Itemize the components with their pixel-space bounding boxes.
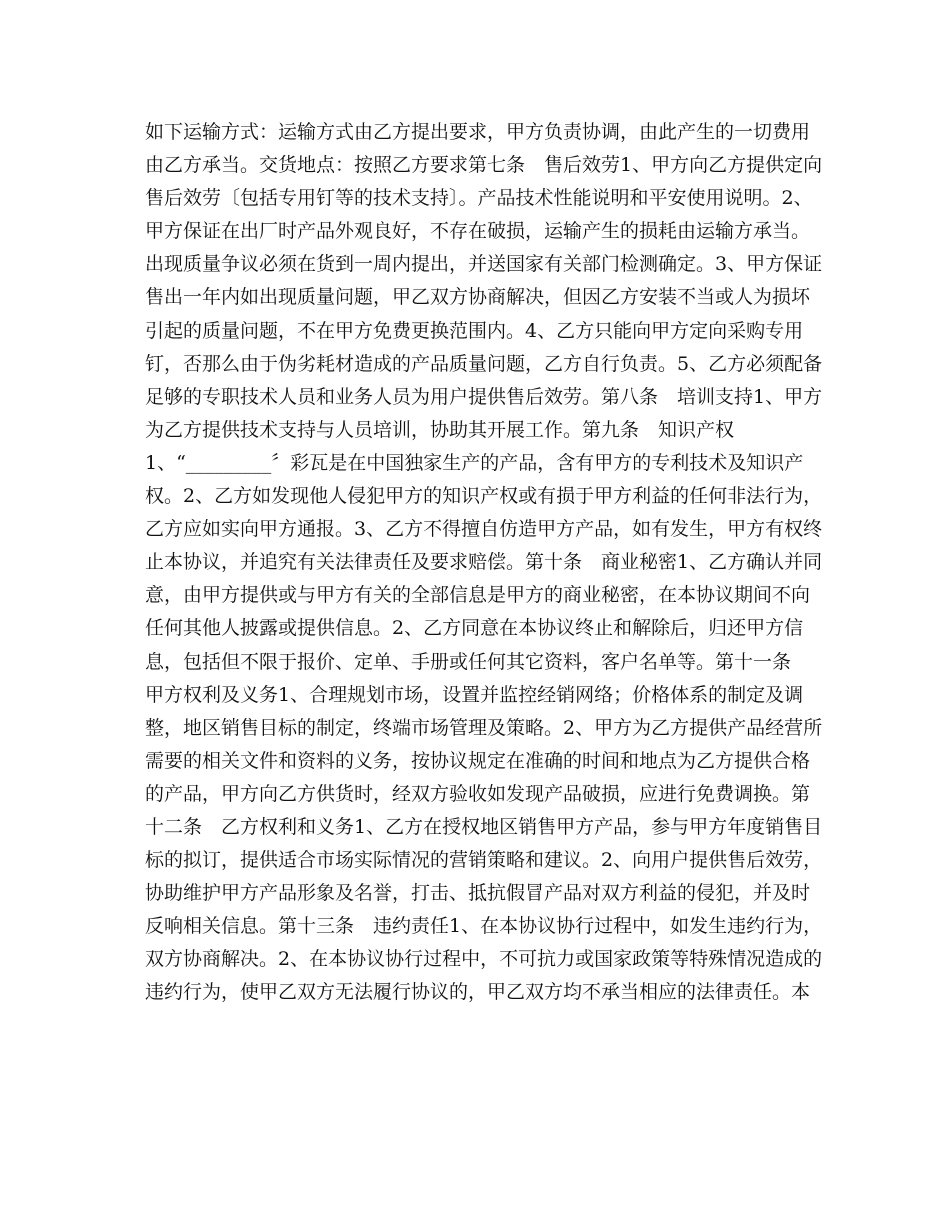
text-line: 出现质量争议必须在货到一周内提出，并送国家有关部门检测确定。3、甲方保证 (145, 253, 823, 276)
text-line: 息，包括但不限于报价、定单、手册或任何其它资料，客户名单等。第十一条 (145, 650, 792, 673)
text-line: 意，由甲方提供或与甲方有关的全部信息是甲方的商业秘密，在本协议期间不向 (145, 584, 811, 607)
text-line: 售后效劳〔包括专用钉等的技术支持〕。产品技术性能说明和平安使用说明。2、 (145, 187, 813, 210)
text-line: 甲方权利及义务1、合理规划市场，设置并监控经销网络；价格体系的制定及调 (145, 683, 804, 706)
text-line: 双方协商解决。2、在本协议协行过程中，不可抗力或国家政策等特殊情况造成的 (145, 948, 823, 971)
text-line: 钉，否那么由于伪劣耗材造成的产品质量问题，乙方自行负责。5、乙方必须配备 (145, 352, 823, 375)
text-line: 整，地区销售目标的制定，终端市场管理及策略。2、甲方为乙方提供产品经营所 (145, 716, 823, 739)
text-line: 违约行为，使甲乙双方无法履行协议的，甲乙双方均不承当相应的法律责任。本 (145, 981, 811, 1004)
text-line: 标的拟订，提供适合市场实际情况的营销策略和建议。2、向用户提供售后效劳， (145, 849, 823, 872)
text-line: 的产品，甲方向乙方供货时，经双方验收如发现产品破损，应进行免费调换。第 (145, 782, 811, 805)
text-line: 由乙方承当。交货地点：按照乙方要求第七条 售后效劳1、甲方向乙方提供定向 (145, 154, 823, 177)
text-line: 任何其他人披露或提供信息。2、乙方同意在本协议终止和解除后，归还甲方信 (145, 617, 804, 640)
text-line: 权。2、乙方如发现他人侵犯甲方的知识产权或有损于甲方利益的任何非法行为， (145, 485, 823, 508)
text-line: 协助维护甲方产品形象及名誉，打击、抵抗假冒产品对双方利益的侵犯，并及时 (145, 882, 811, 905)
text-line: 止本协议，并追究有关法律责任及要求赔偿。第十条 商业秘密1、乙方确认并同 (145, 551, 823, 574)
text-line: 如下运输方式：运输方式由乙方提出要求，甲方负责协调，由此产生的一切费用 (145, 121, 811, 143)
text-line: 售出一年内如出现质量问题，甲乙双方协商解决，但因乙方安装不当或人为损坏 (145, 286, 811, 309)
text-line: 乙方应如实向甲方通报。3、乙方不得擅自仿造甲方产品，如有发生，甲方有权终 (145, 518, 823, 541)
text-line: 十二条 乙方权利和义务1、乙方在授权地区销售甲方产品，参与甲方年度销售目 (145, 815, 823, 838)
text-line: 为乙方提供技术支持与人员培训，协助其开展工作。第九条 知识产权 (145, 418, 735, 441)
body-text (145, 116, 823, 1010)
text-line: 需要的相关文件和资料的义务，按协议规定在准确的时间和地点为乙方提供合格 (145, 749, 811, 772)
text-line: 引起的质量问题，不在甲方免费更换范围内。4、乙方只能向甲方定向采购专用 (145, 319, 804, 342)
text-line: 足够的专职技术人员和业务人员为用户提供售后效劳。第八条 培训支持1、甲方 (145, 385, 823, 408)
text-line: 反响相关信息。第十三条 违约责任1、在本协议协行过程中，如发生违约行为， (145, 915, 823, 938)
text-line: 1、“_________〞彩瓦是在中国独家生产的产品，含有甲方的专利技术及知识产 (145, 451, 804, 474)
text-line: 甲方保证在出厂时产品外观良好，不存在破损，运输产生的损耗由运输方承当。 (145, 220, 811, 243)
